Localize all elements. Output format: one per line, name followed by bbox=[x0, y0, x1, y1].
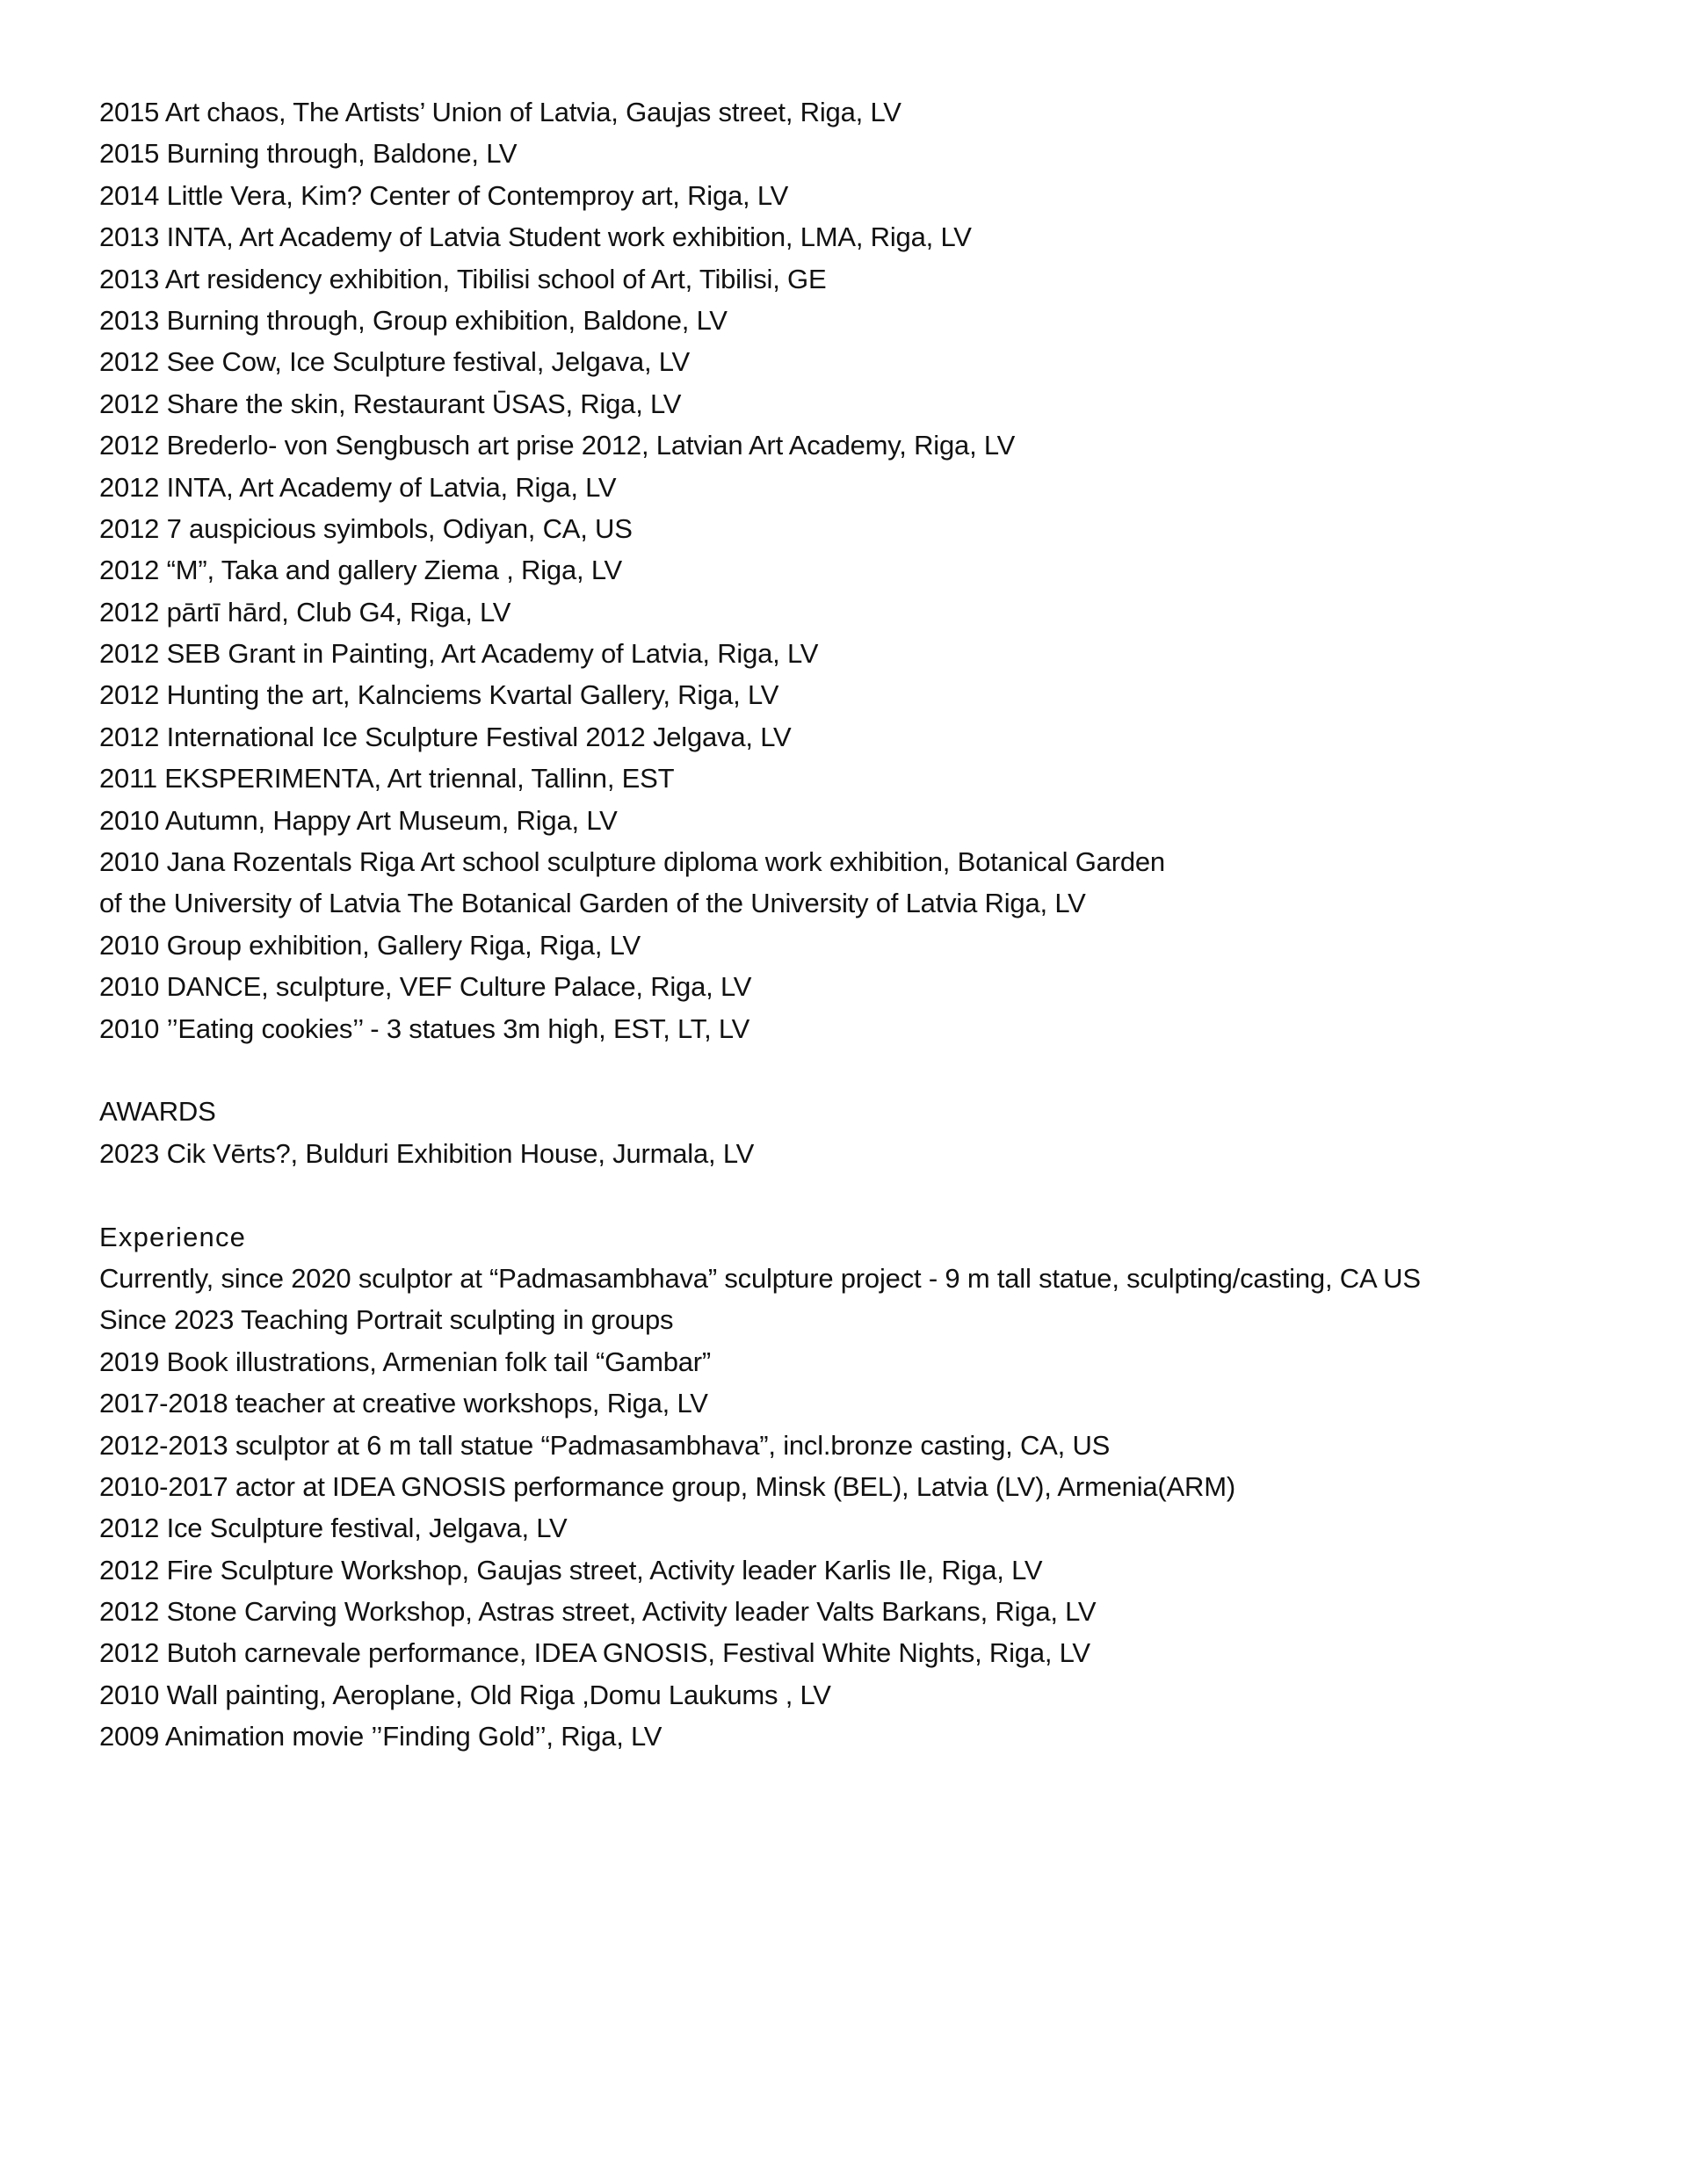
exhibition-item: 2012 SEB Grant in Painting, Art Academy of Latvia, Riga, LV bbox=[99, 638, 819, 670]
experience-item: 2012-2013 sculptor at 6 m tall statue “Padmasambhava”, incl.bronze casting, CA, US bbox=[99, 1429, 1111, 1461]
exhibition-item: 2012 International Ice Sculpture Festival 2012 Jelgava, LV bbox=[99, 721, 792, 752]
exhibition-item: 2012 7 auspicious syimbols, Odiyan, CA, US bbox=[99, 512, 633, 544]
exhibition-item: 2010 DANCE, sculpture, VEF Culture Palace, Riga, LV bbox=[99, 971, 752, 1003]
exhibition-item: 2014 Little Vera, Kim? Center of Contemproy art, Riga, LV bbox=[99, 179, 789, 211]
exhibition-item-continuation: of the University of Latvia The Botanical Garden of the University of Latvia Riga, LV bbox=[99, 888, 1086, 919]
experience-item: 2009 Animation movie ’’Finding Gold’’, Riga, LV bbox=[99, 1721, 662, 1752]
experience-item: 2012 Ice Sculpture festival, Jelgava, LV bbox=[99, 1513, 568, 1544]
exhibition-item: 2012 Share the skin, Restaurant ŪSAS, Riga, LV bbox=[99, 388, 682, 419]
exhibition-item: 2012 INTA, Art Academy of Latvia, Riga, LV bbox=[99, 471, 617, 503]
exhibition-item: 2013 Burning through, Group exhibition, Baldone, LV bbox=[99, 304, 728, 336]
exhibition-item: 2011 EKSPERIMENTA, Art triennal, Tallinn, EST bbox=[99, 763, 675, 795]
exhibition-item: 2012 See Cow, Ice Sculpture festival, Jelgava, LV bbox=[99, 346, 691, 378]
experience-item: 2010-2017 actor at IDEA GNOSIS performance group, Minsk (BEL), Latvia (LV), Armenia(ARM) bbox=[99, 1470, 1235, 1502]
section-spacer bbox=[99, 1049, 1663, 1091]
experience-item: 2017-2018 teacher at creative workshops, Riga, LV bbox=[99, 1388, 708, 1419]
experience-item: 2010 Wall painting, Aeroplane, Old Riga ,Domu Laukums , LV bbox=[99, 1679, 831, 1710]
awards-heading: AWARDS bbox=[99, 1096, 216, 1128]
exhibition-item: 2012 Hunting the art, Kalnciems Kvartal Gallery, Riga, LV bbox=[99, 679, 779, 711]
experience-item: Since 2023 Teaching Portrait sculpting in groups bbox=[99, 1304, 674, 1336]
experience-heading: Experience bbox=[99, 1221, 247, 1252]
exhibition-item: 2010 Autumn, Happy Art Museum, Riga, LV bbox=[99, 804, 618, 836]
experience-item: 2012 Stone Carving Workshop, Astras street, Activity leader Valts Barkans, Riga, LV bbox=[99, 1596, 1097, 1628]
section-spacer bbox=[99, 1174, 1663, 1215]
experience-item: 2012 Butoh carnevale performance, IDEA GNOSIS, Festival White Nights, Riga, LV bbox=[99, 1637, 1090, 1669]
exhibition-item: 2013 INTA, Art Academy of Latvia Student work exhibition, LMA, Riga, LV bbox=[99, 221, 972, 253]
exhibitions-list bbox=[99, 91, 1663, 1049]
exhibition-item: 2013 Art residency exhibition, Tibilisi school of Art, Tibilisi, GE bbox=[99, 263, 827, 294]
exhibition-item: 2012 pārtī hārd, Club G4, Riga, LV bbox=[99, 596, 511, 628]
exhibition-item: 2010 ’’Eating cookies’’ - 3 statues 3m high, EST, LT, LV bbox=[99, 1012, 750, 1044]
exhibition-item: 2010 Jana Rozentals Riga Art school sculpture diploma work exhibition, Botanical Garden bbox=[99, 846, 1165, 878]
experience-item: 2012 Fire Sculpture Workshop, Gaujas street, Activity leader Karlis Ile, Riga, LV bbox=[99, 1554, 1043, 1585]
experience-item: 2019 Book illustrations, Armenian folk tail “Gambar” bbox=[99, 1346, 712, 1377]
exhibition-item: 2012 “M”, Taka and gallery Ziema , Riga, LV bbox=[99, 555, 623, 586]
experience-item: Currently, since 2020 sculptor at “Padmasambhava” sculpture project - 9 m tall statue, sculpting/casting, CA US bbox=[99, 1262, 1421, 1294]
award-item: 2023 Cik Vērts?, Bulduri Exhibition House, Jurmala, LV bbox=[99, 1137, 755, 1169]
cv-page bbox=[99, 91, 1663, 1758]
exhibition-item: 2015 Burning through, Baldone, LV bbox=[99, 138, 518, 170]
exhibition-item: 2010 Group exhibition, Gallery Riga, Riga, LV bbox=[99, 929, 641, 961]
exhibition-item: 2015 Art chaos, The Artists’ Union of Latvia, Gaujas street, Riga, LV bbox=[99, 97, 901, 127]
experience-section bbox=[99, 1216, 1663, 1758]
awards-section bbox=[99, 1091, 1663, 1174]
exhibition-item: 2012 Brederlo- von Sengbusch art prise 2012, Latvian Art Academy, Riga, LV bbox=[99, 430, 1016, 461]
